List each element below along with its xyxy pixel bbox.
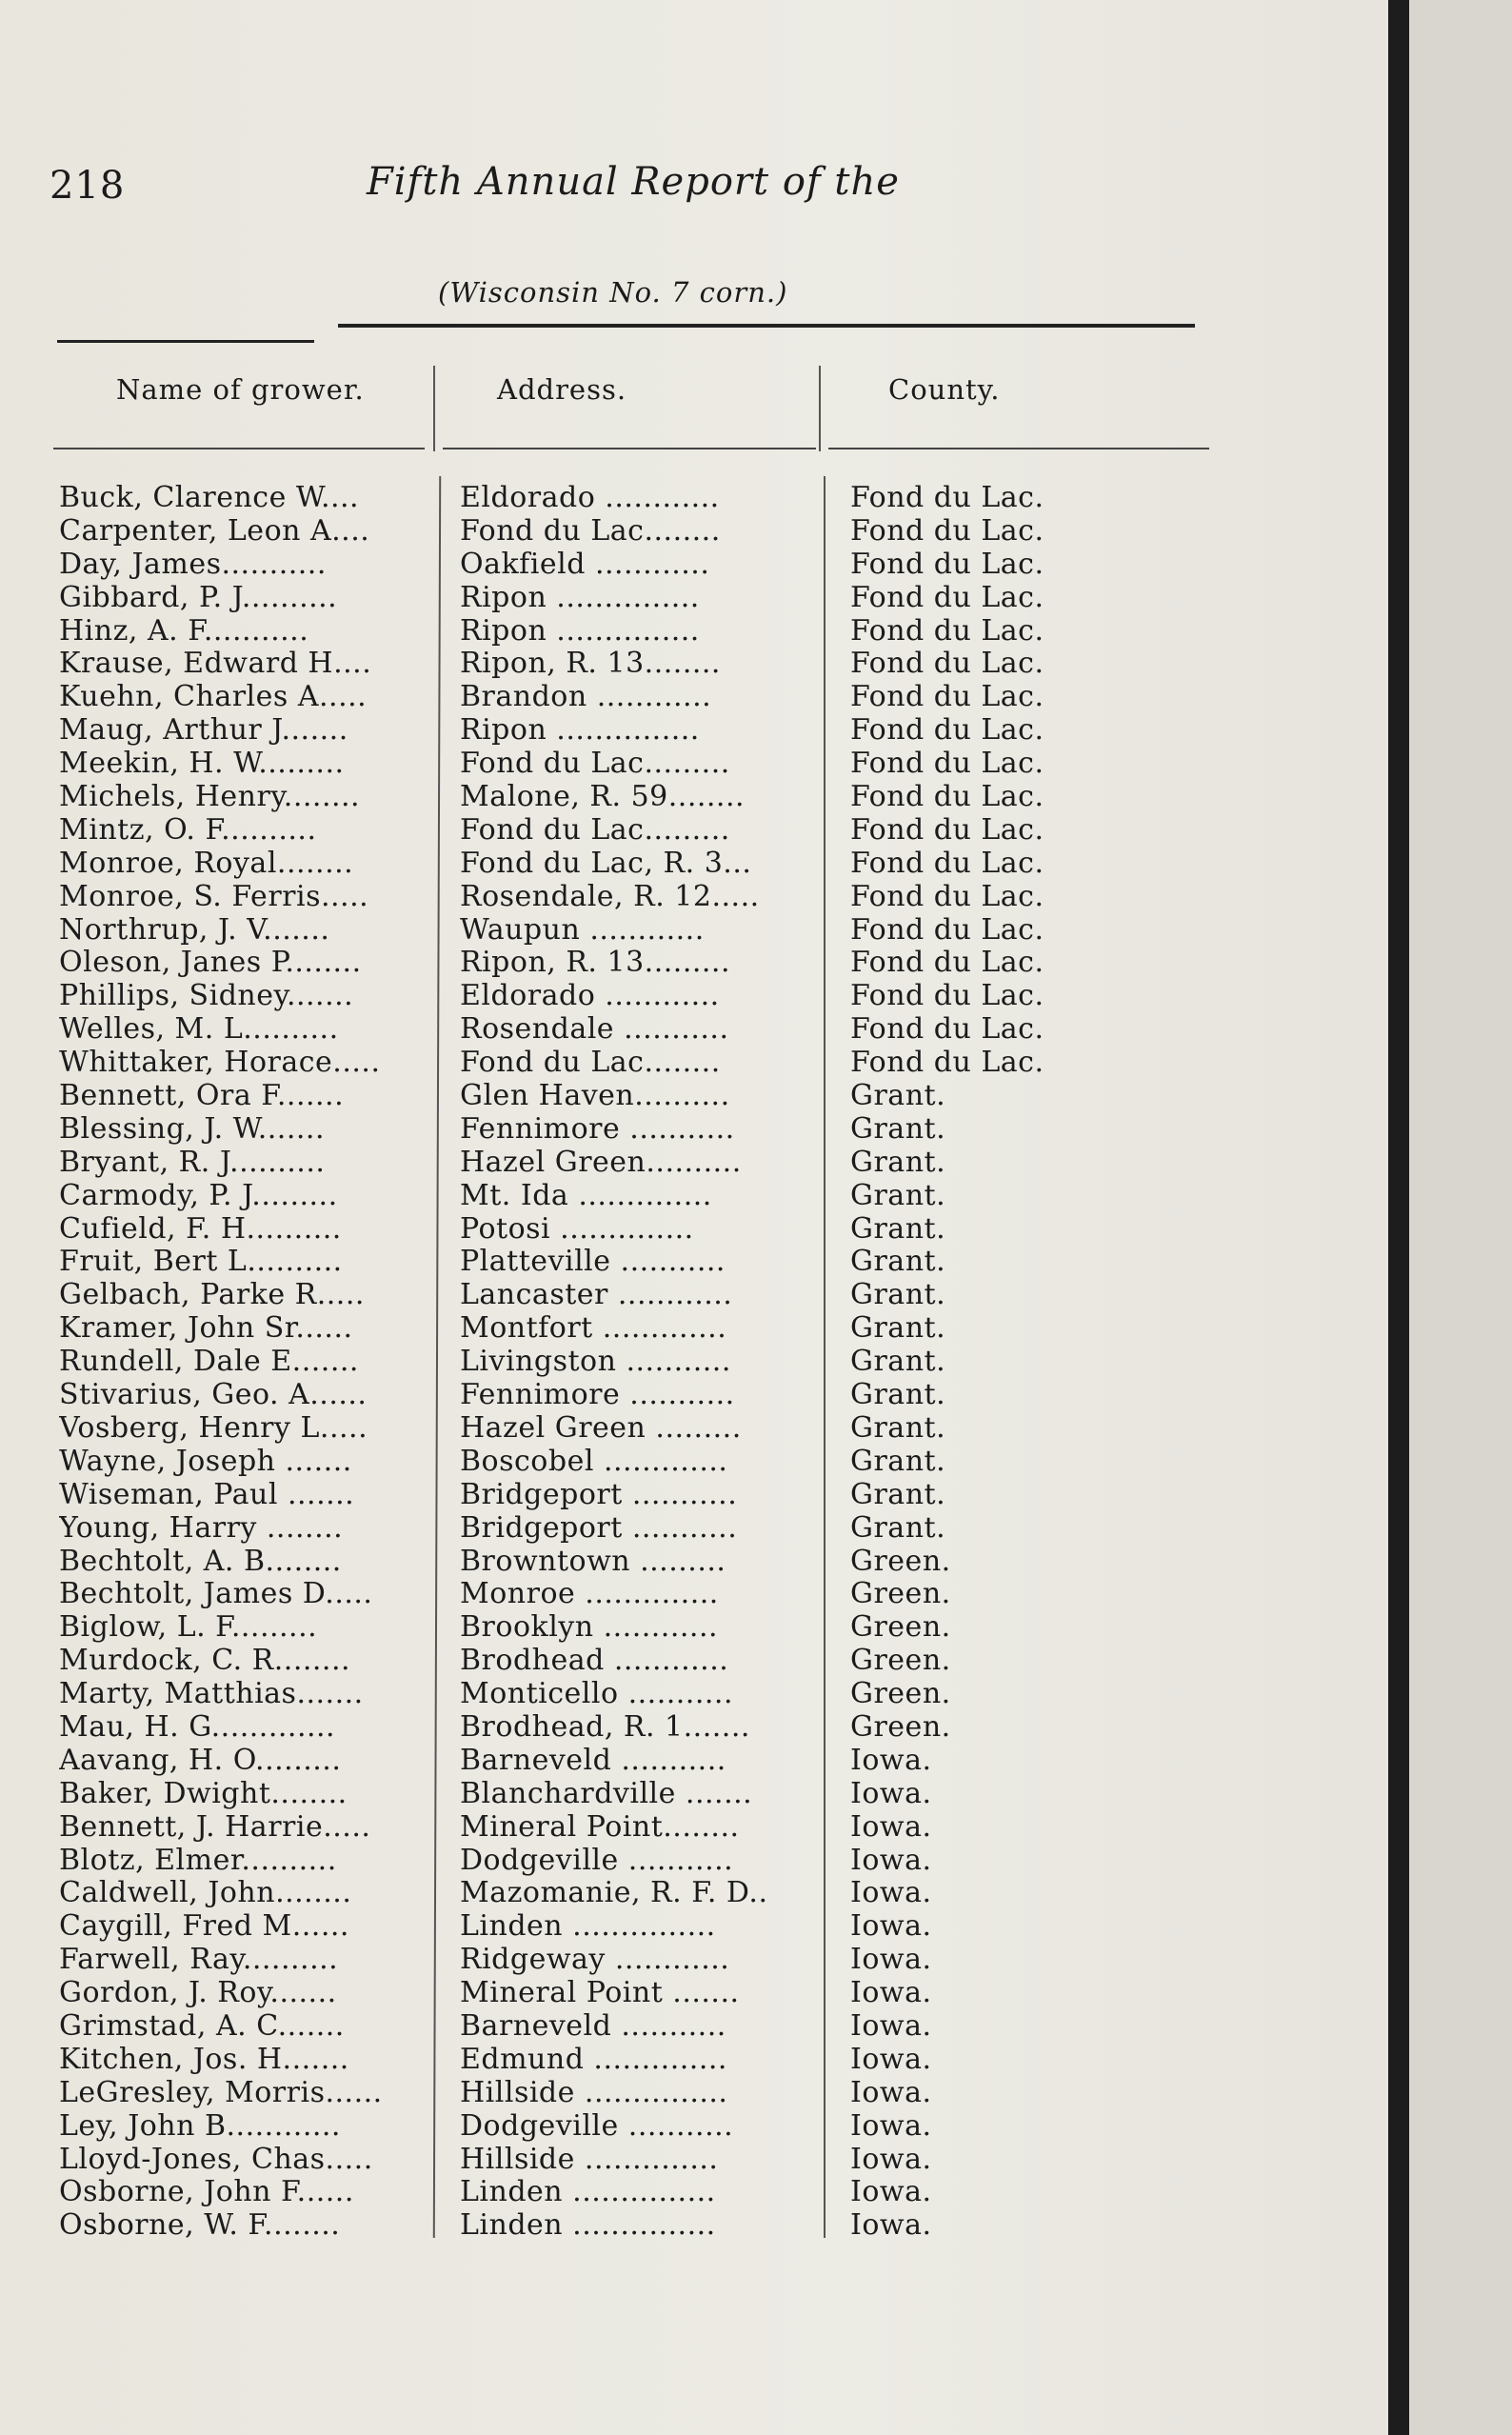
- county-cell: Grant.: [850, 1245, 946, 1279]
- grower-name: Aavang, H. O.........: [59, 1743, 342, 1777]
- grower-name: Vosberg, Henry L.....: [59, 1410, 368, 1445]
- grower-name: Gordon, J. Roy.......: [59, 1976, 337, 2010]
- table-row: [0, 1976, 1371, 2009]
- table-row: [0, 1278, 1371, 1311]
- county-cell: Fond du Lac.: [850, 647, 1044, 681]
- county-cell: Fond du Lac.: [850, 613, 1044, 648]
- county-cell: Fond du Lac.: [850, 713, 1044, 748]
- table-row: [0, 1744, 1371, 1777]
- grower-name: Maug, Arthur J.......: [59, 713, 348, 748]
- county-cell: Grant.: [850, 1510, 946, 1545]
- table-row: [0, 581, 1371, 614]
- table-row: [0, 2208, 1371, 2242]
- address-cell: Mineral Point .......: [460, 1976, 740, 2010]
- county-cell: Fond du Lac.: [850, 946, 1044, 980]
- grower-name: Murdock, C. R........: [59, 1644, 351, 1678]
- header-underline: [443, 448, 816, 449]
- grower-name: Carmody, P. J.........: [59, 1178, 338, 1212]
- county-cell: Fond du Lac.: [850, 680, 1044, 714]
- grower-name: Biglow, L. F.........: [59, 1610, 318, 1645]
- grower-name: Blessing, J. W.......: [59, 1111, 325, 1146]
- grower-name: Bechtolt, James D.....: [59, 1577, 373, 1611]
- address-cell: Fond du Lac.........: [460, 812, 730, 847]
- grower-name: Northrup, J. V.......: [59, 912, 330, 947]
- county-cell: Grant.: [850, 1278, 946, 1312]
- county-cell: Fond du Lac.: [850, 1046, 1044, 1080]
- county-cell: Grant.: [850, 1311, 946, 1346]
- county-cell: Iowa.: [850, 1943, 932, 1977]
- address-cell: Blanchardville .......: [460, 1776, 753, 1810]
- column-header-county: County.: [888, 373, 1001, 406]
- table-row: [0, 979, 1371, 1012]
- grower-name: Farwell, Ray..........: [59, 1943, 339, 1977]
- table-row: [0, 548, 1371, 581]
- grower-name: Grimstad, A. C.......: [59, 2008, 345, 2043]
- grower-name: Krause, Edward H....: [59, 647, 372, 681]
- county-cell: Grant.: [850, 1145, 946, 1179]
- table-row: [0, 2009, 1371, 2043]
- county-cell: Fond du Lac.: [850, 747, 1044, 781]
- grower-name: Kitchen, Jos. H.......: [59, 2042, 349, 2076]
- grower-name: Osborne, John F......: [59, 2175, 354, 2209]
- table-row: [0, 1844, 1371, 1877]
- address-cell: Fond du Lac........: [460, 1046, 721, 1080]
- header-rule-left: [57, 340, 314, 343]
- grower-name: Cufield, F. H..........: [59, 1211, 342, 1246]
- county-cell: Fond du Lac.: [850, 547, 1044, 581]
- table-row: [0, 1012, 1371, 1046]
- address-cell: Hillside ..............: [460, 2142, 719, 2176]
- county-cell: Fond du Lac.: [850, 912, 1044, 947]
- grower-name: Bechtolt, A. B........: [59, 1544, 342, 1578]
- address-cell: Mt. Ida ..............: [460, 1178, 712, 1212]
- county-cell: Iowa.: [850, 2008, 932, 2043]
- address-cell: Livingston ...........: [460, 1345, 731, 1379]
- table-row: [0, 1511, 1371, 1545]
- grower-name: Rundell, Dale E.......: [59, 1345, 359, 1379]
- address-cell: Fennimore ...........: [460, 1378, 735, 1412]
- table-row: [0, 647, 1371, 680]
- county-cell: Iowa.: [850, 1876, 932, 1910]
- address-cell: Bridgeport ...........: [460, 1477, 738, 1511]
- grower-name: Carpenter, Leon A....: [59, 513, 370, 548]
- table-row: [0, 1810, 1371, 1844]
- county-cell: Iowa.: [850, 1809, 932, 1844]
- county-cell: Fond du Lac.: [850, 879, 1044, 913]
- county-cell: Iowa.: [850, 1776, 932, 1810]
- address-cell: Lancaster ............: [460, 1278, 733, 1312]
- county-cell: Iowa.: [850, 2075, 932, 2109]
- grower-name: Welles, M. L..........: [59, 1012, 339, 1047]
- address-cell: Ripon ...............: [460, 713, 700, 748]
- table-row: [0, 2109, 1371, 2143]
- grower-name: Bryant, R. J..........: [59, 1145, 326, 1179]
- county-cell: Iowa.: [850, 1976, 932, 2010]
- grower-name: Gelbach, Parke R.....: [59, 1278, 365, 1312]
- address-cell: Linden ...............: [460, 2208, 716, 2243]
- grower-name: Fruit, Bert L..........: [59, 1245, 343, 1279]
- county-cell: Fond du Lac.: [850, 780, 1044, 814]
- column-header-address: Address.: [497, 373, 627, 406]
- table-row: [0, 1777, 1371, 1810]
- grower-name: Michels, Henry........: [59, 780, 361, 814]
- county-cell: Grant.: [850, 1111, 946, 1146]
- address-cell: Monroe ..............: [460, 1577, 719, 1611]
- address-cell: Barneveld ...........: [460, 1743, 726, 1777]
- grower-name: LeGresley, Morris......: [59, 2075, 383, 2109]
- address-cell: Fennimore ...........: [460, 1111, 735, 1146]
- grower-name: Blotz, Elmer..........: [59, 1843, 337, 1877]
- county-cell: Fond du Lac.: [850, 513, 1044, 548]
- address-cell: Dodgeville ...........: [460, 1843, 734, 1877]
- county-cell: Fond du Lac.: [850, 812, 1044, 847]
- table-row: [0, 1046, 1371, 1079]
- county-cell: Iowa.: [850, 1909, 932, 1944]
- table-row: [0, 2175, 1371, 2208]
- table-row: [0, 1212, 1371, 1246]
- county-cell: Green.: [850, 1577, 951, 1611]
- county-cell: Fond du Lac.: [850, 481, 1044, 514]
- column-divider: [819, 366, 821, 451]
- address-cell: Malone, R. 59........: [460, 780, 746, 814]
- address-cell: Eldorado ............: [460, 979, 720, 1013]
- table-row: [0, 847, 1371, 880]
- address-cell: Platteville ...........: [460, 1245, 726, 1279]
- grower-name: Hinz, A. F...........: [59, 613, 309, 648]
- grower-name: Phillips, Sidney.......: [59, 979, 354, 1013]
- county-cell: Iowa.: [850, 1743, 932, 1777]
- county-cell: Iowa.: [850, 2042, 932, 2076]
- table-row: [0, 2043, 1371, 2076]
- table-row: [0, 780, 1371, 813]
- table-row: [0, 2143, 1371, 2176]
- table-row: [0, 1411, 1371, 1445]
- table-row: [0, 680, 1371, 713]
- grower-name: Gibbard, P. J..........: [59, 580, 338, 614]
- address-cell: Linden ...............: [460, 1909, 716, 1944]
- grower-table-body: [0, 481, 1371, 2242]
- grower-name: Young, Harry ........: [59, 1510, 344, 1545]
- table-row: [0, 1112, 1371, 1146]
- table-row: [0, 747, 1371, 780]
- address-cell: Monticello ...........: [460, 1677, 733, 1711]
- grower-name: Bennett, J. Harrie.....: [59, 1809, 371, 1844]
- table-row: [0, 2076, 1371, 2109]
- county-cell: Green.: [850, 1644, 951, 1678]
- grower-name: Meekin, H. W.........: [59, 747, 345, 781]
- address-cell: Rosendale, R. 12.....: [460, 879, 760, 913]
- grower-name: Wiseman, Paul .......: [59, 1477, 355, 1511]
- table-row: [0, 1179, 1371, 1212]
- running-head: Fifth Annual Report of the: [367, 160, 900, 204]
- address-cell: Hillside ...............: [460, 2075, 728, 2109]
- facing-page-edge: [1409, 0, 1512, 2435]
- address-cell: Brodhead ............: [460, 1644, 729, 1678]
- address-cell: Hazel Green..........: [460, 1145, 742, 1179]
- county-cell: Green.: [850, 1544, 951, 1578]
- address-cell: Waupun ............: [460, 912, 705, 947]
- table-row: [0, 1644, 1371, 1677]
- address-cell: Brooklyn ............: [460, 1610, 719, 1645]
- county-cell: Iowa.: [850, 2142, 932, 2176]
- table-subtitle: (Wisconsin No. 7 corn.): [438, 276, 788, 309]
- address-cell: Linden ...............: [460, 2175, 716, 2209]
- page-number: 218: [50, 164, 126, 208]
- county-cell: Grant.: [850, 1378, 946, 1412]
- county-cell: Iowa.: [850, 2108, 932, 2143]
- address-cell: Browntown .........: [460, 1544, 726, 1578]
- book-spine: [1388, 0, 1409, 2435]
- address-cell: Ridgeway ............: [460, 1943, 730, 1977]
- table-row: [0, 1876, 1371, 1909]
- county-cell: Grant.: [850, 1211, 946, 1246]
- grower-name: Monroe, S. Ferris.....: [59, 879, 369, 913]
- header-underline: [828, 448, 1209, 449]
- grower-name: Kuehn, Charles A.....: [59, 680, 368, 714]
- grower-name: Caygill, Fred M......: [59, 1909, 349, 1944]
- county-cell: Grant.: [850, 1079, 946, 1113]
- address-cell: Eldorado ............: [460, 481, 720, 514]
- county-cell: Grant.: [850, 1345, 946, 1379]
- grower-name: Osborne, W. F........: [59, 2208, 341, 2243]
- table-row: [0, 481, 1371, 514]
- grower-name: Monroe, Royal........: [59, 846, 354, 880]
- table-row: [0, 1545, 1371, 1578]
- county-cell: Iowa.: [850, 1843, 932, 1877]
- grower-name: Whittaker, Horace.....: [59, 1046, 381, 1080]
- table-row: [0, 1677, 1371, 1710]
- grower-name: Caldwell, John........: [59, 1876, 352, 1910]
- address-cell: Montfort .............: [460, 1311, 727, 1346]
- address-cell: Edmund ..............: [460, 2042, 727, 2076]
- table-row: [0, 1445, 1371, 1478]
- header-rule-right: [338, 324, 1195, 328]
- table-row: [0, 514, 1371, 548]
- grower-name: Kramer, John Sr......: [59, 1311, 353, 1346]
- grower-name: Stivarius, Geo. A......: [59, 1378, 368, 1412]
- table-row: [0, 913, 1371, 947]
- grower-name: Mau, H. G.............: [59, 1709, 336, 1744]
- grower-name: Lloyd-Jones, Chas.....: [59, 2142, 373, 2176]
- table-row: [0, 1478, 1371, 1511]
- grower-name: Buck, Clarence W....: [59, 481, 360, 514]
- table-row: [0, 1378, 1371, 1411]
- address-cell: Ripon, R. 13........: [460, 647, 721, 681]
- table-row: [0, 1245, 1371, 1278]
- address-cell: Glen Haven..........: [460, 1079, 730, 1113]
- grower-name: Bennett, Ora F.......: [59, 1079, 345, 1113]
- address-cell: Rosendale ...........: [460, 1012, 729, 1047]
- table-row: [0, 614, 1371, 648]
- grower-name: Marty, Matthias.......: [59, 1677, 364, 1711]
- table-row: [0, 1909, 1371, 1943]
- county-cell: Fond du Lac.: [850, 979, 1044, 1013]
- address-cell: Fond du Lac.........: [460, 747, 730, 781]
- county-cell: Green.: [850, 1677, 951, 1711]
- address-cell: Oakfield ............: [460, 547, 710, 581]
- address-cell: Fond du Lac, R. 3...: [460, 846, 752, 880]
- header-underline: [53, 448, 425, 449]
- column-header-grower: Name of grower.: [116, 373, 365, 406]
- address-cell: Fond du Lac........: [460, 513, 721, 548]
- table-row: [0, 1146, 1371, 1179]
- county-cell: Fond du Lac.: [850, 1012, 1044, 1047]
- county-cell: Green.: [850, 1610, 951, 1645]
- county-cell: Fond du Lac.: [850, 580, 1044, 614]
- table-row: [0, 880, 1371, 913]
- table-row: [0, 1610, 1371, 1644]
- grower-name: Ley, John B............: [59, 2108, 341, 2143]
- county-cell: Grant.: [850, 1410, 946, 1445]
- county-cell: Grant.: [850, 1444, 946, 1478]
- address-cell: Ripon ...............: [460, 580, 700, 614]
- table-row: [0, 1710, 1371, 1744]
- county-cell: Green.: [850, 1709, 951, 1744]
- table-row: [0, 1311, 1371, 1345]
- grower-name: Oleson, Janes P........: [59, 946, 362, 980]
- grower-name: Mintz, O. F..........: [59, 812, 317, 847]
- county-cell: Fond du Lac.: [850, 846, 1044, 880]
- column-divider: [433, 366, 435, 451]
- address-cell: Boscobel .............: [460, 1444, 728, 1478]
- address-cell: Ripon ...............: [460, 613, 700, 648]
- table-row: [0, 1943, 1371, 1976]
- table-row: [0, 1345, 1371, 1378]
- grower-name: Wayne, Joseph .......: [59, 1444, 352, 1478]
- grower-name: Baker, Dwight........: [59, 1776, 348, 1810]
- address-cell: Mazomanie, R. F. D..: [460, 1876, 768, 1910]
- address-cell: Brodhead, R. 1.......: [460, 1709, 750, 1744]
- county-cell: Grant.: [850, 1477, 946, 1511]
- grower-name: Day, James...........: [59, 547, 327, 581]
- county-cell: Grant.: [850, 1178, 946, 1212]
- county-cell: Iowa.: [850, 2208, 932, 2243]
- address-cell: Ripon, R. 13.........: [460, 946, 731, 980]
- address-cell: Potosi ..............: [460, 1211, 694, 1246]
- address-cell: Mineral Point........: [460, 1809, 740, 1844]
- county-cell: Iowa.: [850, 2175, 932, 2209]
- address-cell: Bridgeport ...........: [460, 1510, 738, 1545]
- address-cell: Hazel Green .........: [460, 1410, 742, 1445]
- table-row: [0, 813, 1371, 847]
- address-cell: Barneveld ...........: [460, 2008, 726, 2043]
- table-row: [0, 1577, 1371, 1610]
- address-cell: Brandon ............: [460, 680, 712, 714]
- table-row: [0, 713, 1371, 747]
- address-cell: Dodgeville ...........: [460, 2108, 734, 2143]
- table-row: [0, 946, 1371, 979]
- table-row: [0, 1079, 1371, 1112]
